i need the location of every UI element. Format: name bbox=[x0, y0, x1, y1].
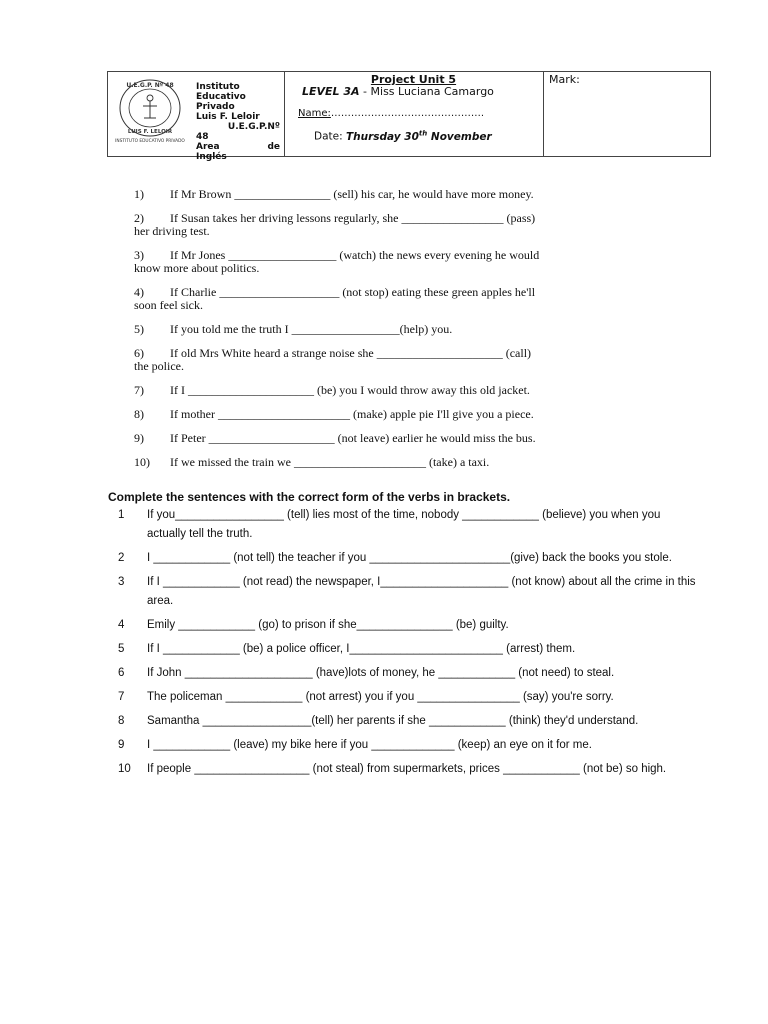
exercise-2-item bbox=[118, 688, 698, 707]
exercise-1-item bbox=[134, 456, 654, 469]
level-line: LEVEL 3A - Miss Luciana Camargo bbox=[302, 85, 494, 98]
item-number: 6) bbox=[134, 346, 144, 360]
item-number: 9 bbox=[118, 739, 125, 751]
item-text: If people __________________ (not steal) from supermarkets, prices ____________ (not be) so high. bbox=[147, 763, 667, 775]
item-text: If I _____________________ (be) you I would throw away this old jacket. bbox=[170, 383, 530, 397]
exercise-1-item bbox=[134, 408, 654, 421]
item-text: Samantha _________________(tell) her parents if she ____________ (think) they'd understand. bbox=[147, 715, 639, 727]
name-field[interactable]: Name:………………………………………. bbox=[298, 108, 485, 119]
exercise-1-item bbox=[134, 212, 654, 238]
exercise-1-item bbox=[134, 286, 654, 312]
item-number: 8 bbox=[118, 715, 125, 727]
item-text: If Charlie ____________________ (not stop) eating these green apples he'll bbox=[170, 285, 536, 299]
item-number: 1) bbox=[134, 187, 144, 201]
seal-top-text: U.E.G.P. Nº 48 bbox=[126, 82, 174, 89]
exercise-2-item bbox=[118, 616, 698, 635]
exercise-2-item bbox=[118, 760, 698, 779]
exercise-2-item bbox=[118, 506, 698, 544]
project-info-cell bbox=[284, 72, 544, 156]
exercise-2-item bbox=[118, 573, 698, 611]
item-text: I ____________ (leave) my bike here if you _____________ (keep) an eye on it for me. bbox=[147, 739, 592, 751]
item-number: 3) bbox=[134, 248, 144, 262]
exercise-2-item bbox=[118, 664, 698, 683]
item-number: 7 bbox=[118, 691, 125, 703]
item-number: 6 bbox=[118, 667, 125, 679]
item-continuation: her driving test. bbox=[134, 224, 210, 238]
exercise-2-item bbox=[118, 712, 698, 731]
item-text: The policeman ____________ (not arrest) you if you ________________ (say) you're sorry. bbox=[147, 691, 614, 703]
institution-cell bbox=[108, 72, 285, 162]
item-text: If mother ______________________ (make) apple pie I'll give you a piece. bbox=[170, 407, 534, 421]
item-number: 5 bbox=[118, 643, 125, 655]
exercise-1-item bbox=[134, 432, 654, 445]
header-table bbox=[107, 71, 711, 162]
exercise-1-item bbox=[134, 384, 654, 397]
exercise-2 bbox=[118, 506, 698, 784]
project-title: Project Unit 5 bbox=[370, 73, 457, 86]
item-text: If Mr Brown ________________ (sell) his car, he would have more money. bbox=[170, 187, 534, 201]
item-number: 2) bbox=[134, 211, 144, 225]
item-number: 3 bbox=[118, 576, 125, 588]
item-number: 1 bbox=[118, 509, 125, 521]
item-number: 10) bbox=[134, 455, 150, 469]
exercise-1 bbox=[134, 188, 654, 480]
exercise-2-item bbox=[118, 640, 698, 659]
item-number: 9) bbox=[134, 431, 144, 445]
item-text: I ____________ (not tell) the teacher if you ______________________(give) back the books you stole. bbox=[147, 552, 672, 564]
date-line: Date: Thursday 30th November bbox=[314, 129, 492, 143]
seal-lower-text: INSTITUTO EDUCATIVO PRIVADO bbox=[115, 139, 185, 144]
school-seal-icon bbox=[114, 76, 186, 150]
institution-name: Instituto Educativo Privado Luis F. Leloir U.E.G.P.Nº 48 Area de Inglés bbox=[196, 82, 280, 162]
item-text: If old Mrs White heard a strange noise she _____________________ (call) bbox=[170, 346, 532, 360]
item-text: If you told me the truth I __________________(help) you. bbox=[170, 322, 453, 336]
item-text: Emily ____________ (go) to prison if she_______________ (be) guilty. bbox=[147, 619, 509, 631]
item-number: 4 bbox=[118, 619, 125, 631]
exercise-1-item bbox=[134, 323, 654, 336]
item-number: 10 bbox=[118, 763, 131, 775]
item-continuation: soon feel sick. bbox=[134, 298, 203, 312]
item-text: If I ____________ (not read) the newspaper, I____________________ (not know) about all the crime in this area. bbox=[147, 576, 696, 607]
exercise-2-item bbox=[118, 549, 698, 568]
exercise-2-item bbox=[118, 736, 698, 755]
mark-label: Mark: bbox=[549, 73, 580, 86]
item-text: If Peter _____________________ (not leave) earlier he would miss the bus. bbox=[170, 431, 536, 445]
seal-bottom-text: LUIS F. LELOIR bbox=[127, 129, 173, 135]
item-text: If Mr Jones __________________ (watch) the news every evening he would bbox=[170, 248, 540, 262]
item-text: If Susan takes her driving lessons regularly, she _________________ (pass) bbox=[170, 211, 536, 225]
item-number: 4) bbox=[134, 285, 144, 299]
item-text: If I ____________ (be) a police officer, I________________________ (arrest) them. bbox=[147, 643, 576, 655]
exercise-1-item bbox=[134, 188, 654, 201]
item-continuation: the police. bbox=[134, 359, 184, 373]
item-continuation: know more about politics. bbox=[134, 261, 260, 275]
exercise-1-item bbox=[134, 347, 654, 373]
exercise-1-item bbox=[134, 249, 654, 275]
item-number: 5) bbox=[134, 322, 144, 336]
item-number: 7) bbox=[134, 383, 144, 397]
item-number: 2 bbox=[118, 552, 125, 564]
item-text: If John ____________________ (have)lots of money, he ____________ (not need) to steal. bbox=[147, 667, 615, 679]
exercise-2-instruction: Complete the sentences with the correct form of the verbs in brackets. bbox=[108, 490, 511, 504]
item-text: If you_________________ (tell) lies most of the time, nobody ____________ (believe) you when you actually tell the truth. bbox=[147, 509, 661, 540]
item-text: If we missed the train we ______________________ (take) a taxi. bbox=[170, 455, 490, 469]
item-number: 8) bbox=[134, 407, 144, 421]
